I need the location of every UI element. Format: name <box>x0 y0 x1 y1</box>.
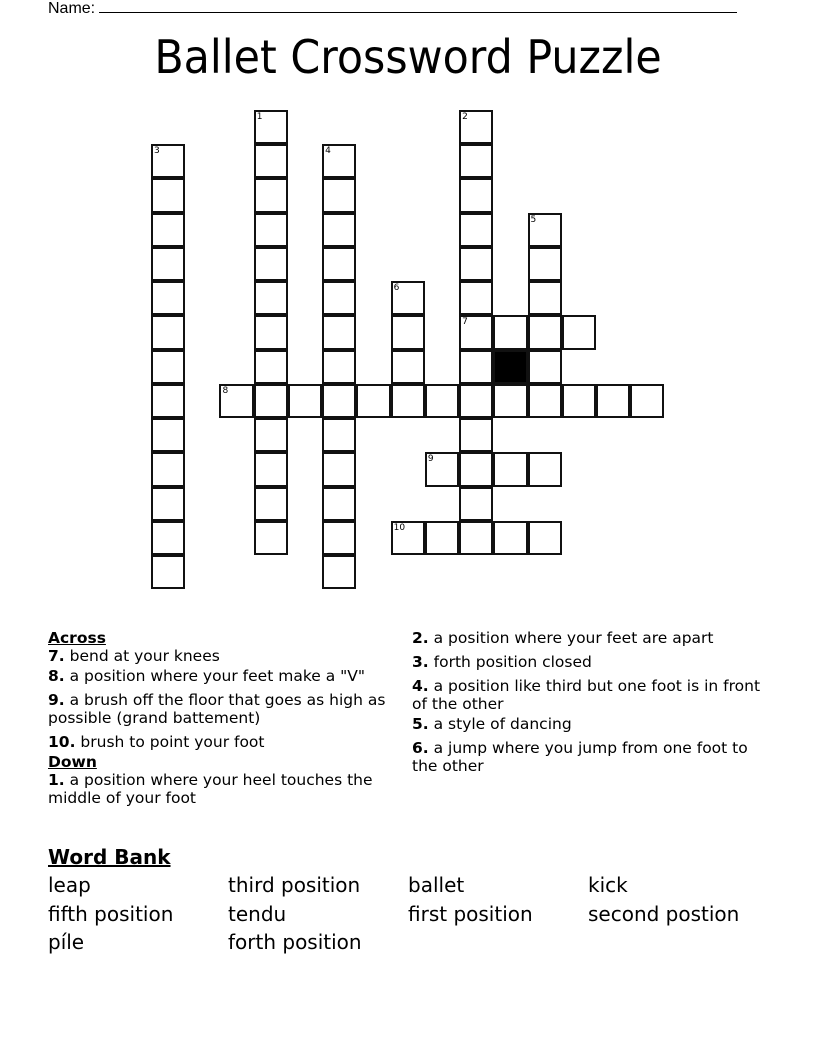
grid-cell[interactable] <box>425 521 459 555</box>
grid-cell[interactable] <box>562 384 596 418</box>
grid-cell[interactable] <box>254 384 288 418</box>
grid-cell[interactable] <box>151 281 185 315</box>
clue-number: 3 <box>154 146 160 157</box>
grid-cell[interactable] <box>322 555 356 589</box>
grid-cell[interactable] <box>322 452 356 486</box>
grid-cell[interactable] <box>459 521 493 555</box>
word-bank-heading: Word Bank <box>48 845 171 869</box>
grid-cell[interactable] <box>151 315 185 349</box>
grid-cell[interactable] <box>425 452 459 486</box>
grid-cell[interactable] <box>493 521 527 555</box>
grid-cell[interactable] <box>391 281 425 315</box>
grid-cell[interactable] <box>254 418 288 452</box>
grid-cell[interactable] <box>528 452 562 486</box>
clue-across-9: 9. a brush off the floor that goes as high as possible (grand battement) <box>48 691 386 727</box>
grid-cell[interactable] <box>459 247 493 281</box>
clue-down-3: 3. forth position closed <box>412 653 592 671</box>
word-bank-item: kick <box>588 873 628 897</box>
grid-cell[interactable] <box>528 315 562 349</box>
grid-cell[interactable] <box>322 384 356 418</box>
grid-cell[interactable] <box>493 384 527 418</box>
grid-cell[interactable] <box>528 281 562 315</box>
grid-cell[interactable] <box>254 178 288 212</box>
grid-cell[interactable] <box>322 144 356 178</box>
grid-cell[interactable] <box>151 247 185 281</box>
clue-across-7: 7. bend at your knees <box>48 647 220 665</box>
grid-cell[interactable] <box>528 213 562 247</box>
grid-cell[interactable] <box>322 315 356 349</box>
clue-number: 5 <box>530 214 537 225</box>
clue-number: 10 <box>393 522 406 533</box>
grid-cell[interactable] <box>391 350 425 384</box>
clue-down-5: 5. a style of dancing <box>412 715 572 733</box>
grid-cell[interactable] <box>459 213 493 247</box>
grid-cell[interactable] <box>151 144 185 178</box>
word-bank-item: third position <box>228 873 361 897</box>
grid-cell[interactable] <box>459 418 493 452</box>
grid-cell[interactable] <box>459 350 493 384</box>
across-heading: Across <box>48 629 106 647</box>
grid-cell[interactable] <box>322 487 356 521</box>
grid-cell[interactable] <box>425 384 459 418</box>
grid-cell[interactable] <box>151 452 185 486</box>
clue-number: 2 <box>462 112 468 122</box>
grid-cell[interactable] <box>528 521 562 555</box>
grid-cell[interactable] <box>528 350 562 384</box>
grid-cell[interactable] <box>151 521 185 555</box>
grid-cell[interactable] <box>254 144 288 178</box>
grid-cell[interactable] <box>459 110 493 144</box>
clue-number: 4 <box>325 146 331 157</box>
grid-cell[interactable] <box>459 281 493 315</box>
clue-number: 6 <box>393 283 400 294</box>
word-bank-item: píle <box>48 930 85 954</box>
clue-down-2: 2. a position where your feet are apart <box>412 629 714 647</box>
clue-number: 9 <box>427 454 434 465</box>
clue-number: 1 <box>256 112 263 122</box>
grid-cell[interactable] <box>254 452 288 486</box>
grid-cell[interactable] <box>459 487 493 521</box>
grid-cell[interactable] <box>151 418 185 452</box>
grid-cell[interactable] <box>254 315 288 349</box>
word-bank <box>48 845 768 957</box>
grid-cell[interactable] <box>493 315 527 349</box>
grid-cell[interactable] <box>254 521 288 555</box>
grid-cell[interactable] <box>356 384 390 418</box>
grid-cell[interactable] <box>322 521 356 555</box>
grid-cell[interactable] <box>528 384 562 418</box>
clues-right-column <box>412 629 762 781</box>
word-bank-item: second postion <box>588 901 740 926</box>
grid-cell[interactable] <box>459 452 493 486</box>
grid-cell[interactable] <box>288 384 322 418</box>
word-bank-item: first position <box>408 901 533 926</box>
grid-cell[interactable] <box>459 315 493 349</box>
grid-cell[interactable] <box>151 178 185 212</box>
grid-cell[interactable] <box>219 384 253 418</box>
word-bank-item: ballet <box>408 873 465 897</box>
grid-cell[interactable] <box>562 315 596 349</box>
clue-down-1: 1. a position where your heel touches the middle of your foot <box>48 771 373 807</box>
grid-cell[interactable] <box>391 315 425 349</box>
word-bank-item: tendu <box>228 901 287 926</box>
grid-cell[interactable] <box>322 418 356 452</box>
clue-across-10: 10. brush to point your foot <box>48 733 265 751</box>
grid-cell[interactable] <box>254 281 288 315</box>
grid-cell[interactable] <box>528 247 562 281</box>
grid-cell[interactable] <box>493 452 527 486</box>
word-bank-item: leap <box>48 873 91 897</box>
grid-cell[interactable] <box>151 487 185 521</box>
grid-cell[interactable] <box>322 281 356 315</box>
clue-across-8: 8. a position where your feet make a "V" <box>48 667 365 685</box>
word-bank-list <box>48 871 768 957</box>
crossword-grid <box>151 110 665 590</box>
grid-cell[interactable] <box>596 384 630 418</box>
grid-cell[interactable] <box>254 213 288 247</box>
clue-number: 7 <box>462 317 468 328</box>
grid-cell[interactable] <box>391 521 425 555</box>
grid-cell[interactable] <box>322 247 356 281</box>
grid-cell[interactable] <box>459 178 493 212</box>
grid-cell[interactable] <box>151 384 185 418</box>
clue-down-6: 6. a jump where you jump from one foot to the other <box>412 739 748 775</box>
grid-cell[interactable] <box>254 110 288 144</box>
name-field[interactable] <box>48 0 737 18</box>
grid-cell[interactable] <box>254 487 288 521</box>
word-bank-item: forth position <box>228 930 362 954</box>
grid-cell[interactable] <box>391 384 425 418</box>
grid-cell[interactable] <box>630 384 664 418</box>
grid-cell[interactable] <box>459 144 493 178</box>
word-bank-item: fifth position <box>48 901 174 926</box>
grid-cell[interactable] <box>254 247 288 281</box>
grid-cell[interactable] <box>151 350 185 384</box>
grid-cell[interactable] <box>459 384 493 418</box>
page-title: Ballet Crossword Puzzle <box>154 30 662 84</box>
grid-cell[interactable] <box>322 350 356 384</box>
clue-number: 8 <box>222 385 229 396</box>
grid-cell[interactable] <box>322 178 356 212</box>
clue-down-4: 4. a position like third but one foot is in front of the other <box>412 677 761 713</box>
grid-cell[interactable] <box>322 213 356 247</box>
grid-cell[interactable] <box>151 213 185 247</box>
clues-left-column <box>48 629 393 813</box>
down-heading: Down <box>48 753 97 771</box>
grid-cell[interactable] <box>151 555 185 589</box>
name-label: Name: <box>48 0 96 17</box>
name-blank-line[interactable] <box>99 0 737 13</box>
grid-cell[interactable] <box>254 350 288 384</box>
black-cell <box>493 350 527 384</box>
